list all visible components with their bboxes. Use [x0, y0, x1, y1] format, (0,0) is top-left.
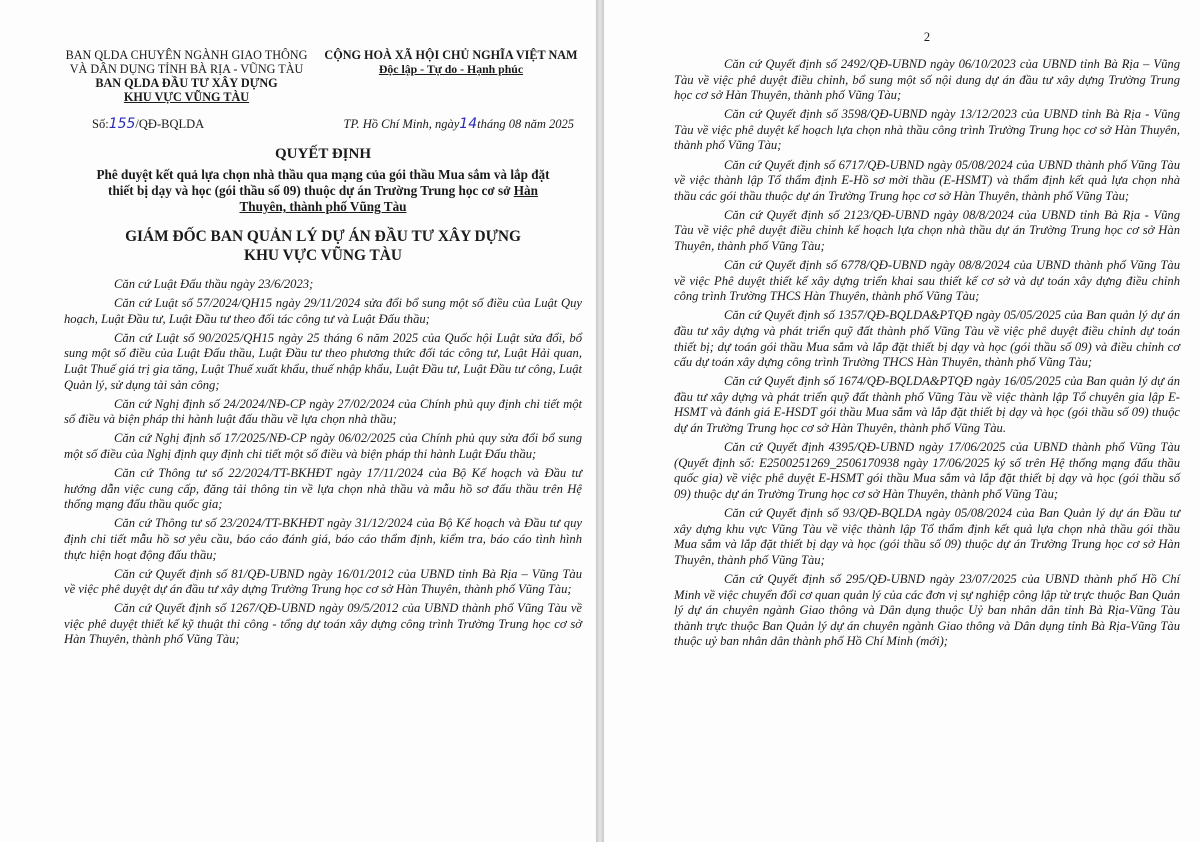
- national-heading: [320, 48, 582, 104]
- handwritten-day: 14: [459, 116, 478, 132]
- issuing-agency: [64, 48, 309, 104]
- document-number: [92, 116, 204, 132]
- date-prefix: TP. Hồ Chí Minh, ngày: [343, 117, 460, 131]
- document-header: [64, 48, 582, 104]
- handwritten-number: 155: [108, 116, 136, 132]
- document-page-1: [0, 0, 596, 842]
- agency-line-3: BAN QLDA ĐẦU TƯ XÂY DỰNG: [95, 76, 278, 90]
- legal-basis-paragraph: Căn cứ Quyết định số 295/QĐ-UBND ngày 23/07/2025 của UBND thành phố Hồ Chí Minh về việc chuyển đổi cơ quan quản lý của các đơn vị sự nghiệp công lập từ trực thuộc Ban Quản lý dự án chuyên ngành Giao thông và Dân dụng thuộc Uỷ ban nhân dân tỉnh Bà Rịa-Vũng Tàu thành trực thuộc Ban Quản lý dự án chuyên ngành Giao thông và Dân dụng tỉnh Bà Rịa-Vũng Tàu thuộc uỷ ban nhân dân thành phố Hồ Chí Minh (mới);: [674, 571, 1180, 649]
- legal-basis-paragraph: Căn cứ Thông tư số 22/2024/TT-BKHĐT ngày 17/11/2024 của Bộ Kế hoạch và Đầu tư hướng dẫn việc cung cấp, đăng tải thông tin về lựa chọn nhà thầu và mẫu hồ sơ đấu thầu trên Hệ thống mạng đấu thầu quốc gia;: [64, 466, 582, 512]
- agency-line-2: VÀ DÂN DỤNG TỈNH BÀ RỊA - VŨNG TÀU: [69, 62, 304, 76]
- legal-basis-paragraph: Căn cứ Quyết định 4395/QĐ-UBND ngày 17/06/2025 của UBND thành phố Vũng Tàu (Quyết định số: E2500251269_2506170938 ngày 17/06/2025 ký số trên Hệ thống mạng đấu thầu quốc gia) về việc phê duyệt E-HSMT gói thầu Mua sắm và lắp đặt thiết bị dạy và học (gói thầu số 09) thuộc dự án Trường Trung học cơ sở Hàn Thuyên, thành phố Vũng Tàu;: [674, 440, 1180, 501]
- legal-basis-paragraph: Căn cứ Luật Đấu thầu ngày 23/6/2023;: [114, 277, 314, 291]
- legal-basis-paragraph: Căn cứ Quyết định số 6778/QĐ-UBND ngày 08/8/2024 của UBND thành phố Vũng Tàu về việc Phê duyệt thiết kế xây dựng triển khai sau thiết kế cơ sở và dự toán xây dựng điều chỉnh công trình Trường THCS Hàn Thuyên, thành phố Vũng Tàu;: [674, 258, 1180, 304]
- legal-basis-list-continued: [674, 57, 1180, 650]
- legal-basis-paragraph: Căn cứ Quyết định số 3598/QĐ-UBND ngày 13/12/2023 của UBND tỉnh Bà Rịa - Vũng Tàu về việc phê duyệt kế hoạch lựa chọn nhà thầu công trình Trường Trung học cơ sở Hàn Thuyên, thành phố Vũng Tàu;: [674, 107, 1180, 153]
- legal-basis-paragraph: Căn cứ Quyết định số 81/QĐ-UBND ngày 16/01/2012 của UBND tỉnh Bà Rịa – Vũng Tàu về việc phê duyệt dự án đầu tư xây dựng Trường Trung học cơ sở Hàn Thuyên, thành phố Vũng Tàu;: [64, 566, 582, 597]
- document-date: [344, 116, 574, 132]
- document-page-2: [604, 0, 1200, 842]
- national-motto: Độc lập - Tự do - Hạnh phúc: [378, 62, 524, 76]
- date-suffix: tháng 08 năm 2025: [477, 117, 574, 131]
- legal-basis-paragraph: Căn cứ Quyết định số 1357/QĐ-BQLDA&PTQĐ ngày 05/05/2025 của Ban quản lý dự án đầu tư xây dựng và phát triển quỹ đất thành phố Vũng Tàu về việc phê duyệt điều chỉnh dự toán thiết bị; dự toán gói thầu Mua sắm và lắp đặt thiết bị dạy và học (gói thầu số 09) và điều chỉnh cơ cấu dự toán xây dựng công trình Trường THCS Hàn Thuyên, thành phố Vũng Tàu;: [674, 308, 1180, 370]
- subject-main: Phê duyệt kết quả lựa chọn nhà thầu qua mạng của gói thầu Mua sắm và lắp đặt thiết bị dạy và học (gói thầu số 09) thuộc dự án Trường Trung học cơ sở: [96, 167, 550, 198]
- document-subject: [84, 167, 562, 215]
- number-date-line: [64, 116, 582, 132]
- director-heading: [64, 227, 582, 265]
- director-line-2: KHU VỰC VŨNG TÀU: [243, 247, 403, 264]
- page-number: 2: [923, 30, 931, 44]
- agency-line-1: BAN QLDA CHUYÊN NGÀNH GIAO THÔNG: [65, 48, 308, 62]
- legal-basis-paragraph: Căn cứ Quyết định số 6717/QĐ-UBND ngày 05/08/2024 của UBND thành phố Vũng Tàu về việc thành lập Tổ thẩm định E-Hồ sơ mời thầu (E-HSMT) và thẩm định kết quả lựa chọn nhà thầu các gói thầu thuộc dự án Trường Trung học cơ sở Hàn Thuyên, thành phố Vũng Tàu;: [674, 157, 1180, 203]
- document-title: QUYẾT ĐỊNH: [275, 146, 371, 162]
- legal-basis-paragraph: Căn cứ Thông tư số 23/2024/TT-BKHĐT ngày 31/12/2024 của Bộ Kế hoạch và Đầu tư quy định chi tiết mẫu hồ sơ yêu cầu, báo cáo đánh giá, báo cáo thẩm định, kiểm tra, báo cáo tình hình thực hiện hoạt động đấu thầu;: [64, 516, 582, 562]
- legal-basis-paragraph: Căn cứ Quyết định số 93/QĐ-BQLDA ngày 05/08/2024 của Ban Quản lý dự án Đầu tư xây dựng khu vực Vũng Tàu về việc thành lập Tổ thẩm định kết quả lựa chọn nhà thầu gói thầu Mua sắm và lắp đặt thiết bị dạy và học (gói thầu số 09) thuộc dự án Trường Trung học cơ sở Hàn Thuyên, thành phố Vũng Tàu;: [674, 506, 1180, 567]
- legal-basis-paragraph: Căn cứ Quyết định số 1674/QĐ-BQLDA&PTQĐ ngày 16/05/2025 của Ban quản lý dự án đầu tư xây dựng và phát triển quỹ đất thành phố Vũng Tàu về việc thành lập Tổ chuyên gia lập E-HSMT và đánh giá E-HSDT gói thầu Mua sắm và lắp đặt thiết bị dạy và học (gói thầu số 09) thuộc dự án Trường Trung học cơ sở Hàn Thuyên, thành phố Vũng Tàu.: [674, 374, 1180, 436]
- number-prefix: Số:: [92, 117, 109, 131]
- director-line-1: GIÁM ĐỐC BAN QUẢN LÝ DỰ ÁN ĐẦU TƯ XÂY DỰNG: [125, 228, 521, 245]
- legal-basis-paragraph: Căn cứ Quyết định số 2492/QĐ-UBND ngày 06/10/2023 của UBND tỉnh Bà Rịa – Vũng Tàu về việc phê duyệt điều chỉnh, bổ sung một số nội dung dự án đầu tư xây dựng Trường Trung học cơ sở Hàn Thuyên, thành phố Vũng Tàu;: [674, 57, 1180, 103]
- agency-line-4: KHU VỰC VŨNG TÀU: [123, 90, 250, 104]
- legal-basis-paragraph: Căn cứ Nghị định số 24/2024/NĐ-CP ngày 27/02/2024 của Chính phủ quy định chi tiết một số điều và biện pháp thi hành luật đấu thầu về lựa chọn nhà thầu;: [64, 396, 582, 427]
- national-name: CỘNG HOÀ XÃ HỘI CHỦ NGHĨA VIỆT NAM: [324, 48, 578, 62]
- page-gutter: [596, 0, 604, 842]
- legal-basis-paragraph: Căn cứ Quyết định số 1267/QĐ-UBND ngày 09/5/2012 của UBND thành phố Vũng Tàu về việc phê duyệt thiết kế kỹ thuật thi công - tổng dự toán xây dựng công trình Trường Trung học cơ sở Hàn Thuyên, thành phố Vũng Tàu;: [64, 601, 582, 647]
- legal-basis-list: [64, 277, 582, 648]
- legal-basis-paragraph: Căn cứ Luật số 57/2024/QH15 ngày 29/11/2024 sửa đổi bổ sung một số điều của Luật Quy hoạch, Luật Đầu tư, Luật Đầu tư theo đối tác công tư và Luật Đấu thầu;: [64, 296, 582, 326]
- legal-basis-paragraph: Căn cứ Nghị định số 17/2025/NĐ-CP ngày 06/02/2025 của Chính phủ quy sửa đổi bổ sung một số điều của Nghị định quy định chi tiết một số điều và biện pháp thi hành Luật Đấu thầu;: [64, 431, 582, 461]
- legal-basis-paragraph: Căn cứ Quyết định số 2123/QĐ-UBND ngày 08/8/2024 của UBND tỉnh Bà Rịa - Vũng Tàu về việc phê duyệt điều chỉnh kế hoạch lựa chọn nhà thầu dự án Trường Trung học cơ sở Hàn Thuyên, thành phố Vũng Tàu;: [674, 207, 1180, 254]
- number-suffix: /QĐ-BQLDA: [135, 117, 205, 131]
- legal-basis-paragraph: Căn cứ Luật số 90/2025/QH15 ngày 25 tháng 6 năm 2025 của Quốc hội Luật sửa đổi, bổ sung một số điều của Luật Đấu thầu, Luật Đầu tư theo phương thức đối tác công tư, Luật Hải quan, Luật Thuế giá trị gia tăng, Luật Thuế xuất khẩu, thuế nhập khẩu, Luật Đầu tư, Luật Đầu tư công, Luật Quản lý, sử dụng tài sản công;: [64, 330, 582, 392]
- subject-underlined: Hàn Thuyên, thành phố Vũng Tàu: [239, 183, 538, 214]
